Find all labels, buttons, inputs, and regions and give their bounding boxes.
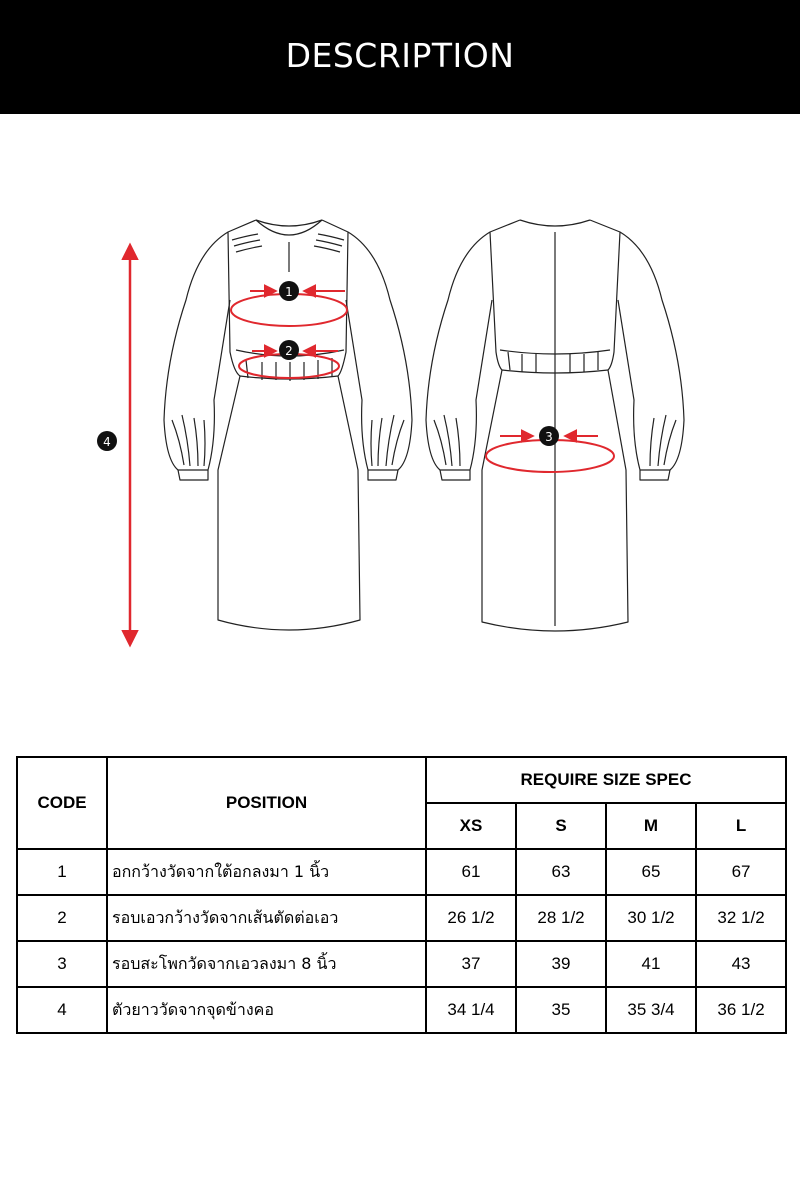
marker-3 <box>539 426 559 446</box>
row-value-l: 43 <box>696 941 786 987</box>
row-value-xs: 61 <box>426 849 516 895</box>
marker-2 <box>279 340 299 360</box>
svg-text:2: 2 <box>285 344 293 358</box>
row-value-m: 65 <box>606 849 696 895</box>
header-banner <box>0 0 800 114</box>
row-code: 1 <box>17 849 107 895</box>
position-header: POSITION <box>107 757 426 849</box>
table-row <box>17 849 786 895</box>
row-value-m: 35 3/4 <box>606 987 696 1033</box>
back-dress-drawing <box>426 220 684 631</box>
spec-header: REQUIRE SIZE SPEC <box>426 757 786 803</box>
size-header-m: M <box>606 803 696 849</box>
marker-1 <box>279 281 299 301</box>
size-header-s: S <box>516 803 606 849</box>
row-value-m: 41 <box>606 941 696 987</box>
row-position: อกกว้างวัดจากใต้อกลงมา 1 นิ้ว <box>107 849 426 895</box>
measurement-annotations <box>97 246 614 644</box>
code-header: CODE <box>17 757 107 849</box>
table-row <box>17 895 786 941</box>
row-value-xs: 26 1/2 <box>426 895 516 941</box>
row-position: รอบสะโพกวัดจากเอวลงมา 8 นิ้ว <box>107 941 426 987</box>
svg-text:4: 4 <box>103 435 111 449</box>
table-header-row <box>17 757 786 803</box>
row-code: 4 <box>17 987 107 1033</box>
svg-text:3: 3 <box>545 430 553 444</box>
marker-4 <box>97 431 117 451</box>
row-code: 2 <box>17 895 107 941</box>
row-value-xs: 34 1/4 <box>426 987 516 1033</box>
row-value-l: 32 1/2 <box>696 895 786 941</box>
page-title: DESCRIPTION <box>285 35 515 75</box>
table-row <box>17 941 786 987</box>
size-spec-table <box>16 756 787 1034</box>
row-value-s: 28 1/2 <box>516 895 606 941</box>
row-code: 3 <box>17 941 107 987</box>
row-value-xs: 37 <box>426 941 516 987</box>
row-value-s: 63 <box>516 849 606 895</box>
row-position: ตัวยาววัดจากจุดข้างคอ <box>107 987 426 1033</box>
size-header-l: L <box>696 803 786 849</box>
dress-illustration <box>0 114 800 734</box>
row-value-l: 67 <box>696 849 786 895</box>
row-value-m: 30 1/2 <box>606 895 696 941</box>
row-value-s: 35 <box>516 987 606 1033</box>
svg-text:1: 1 <box>285 285 293 299</box>
row-position: รอบเอวกว้างวัดจากเส้นตัดต่อเอว <box>107 895 426 941</box>
row-value-l: 36 1/2 <box>696 987 786 1033</box>
row-value-s: 39 <box>516 941 606 987</box>
table-row <box>17 987 786 1033</box>
size-header-xs: XS <box>426 803 516 849</box>
